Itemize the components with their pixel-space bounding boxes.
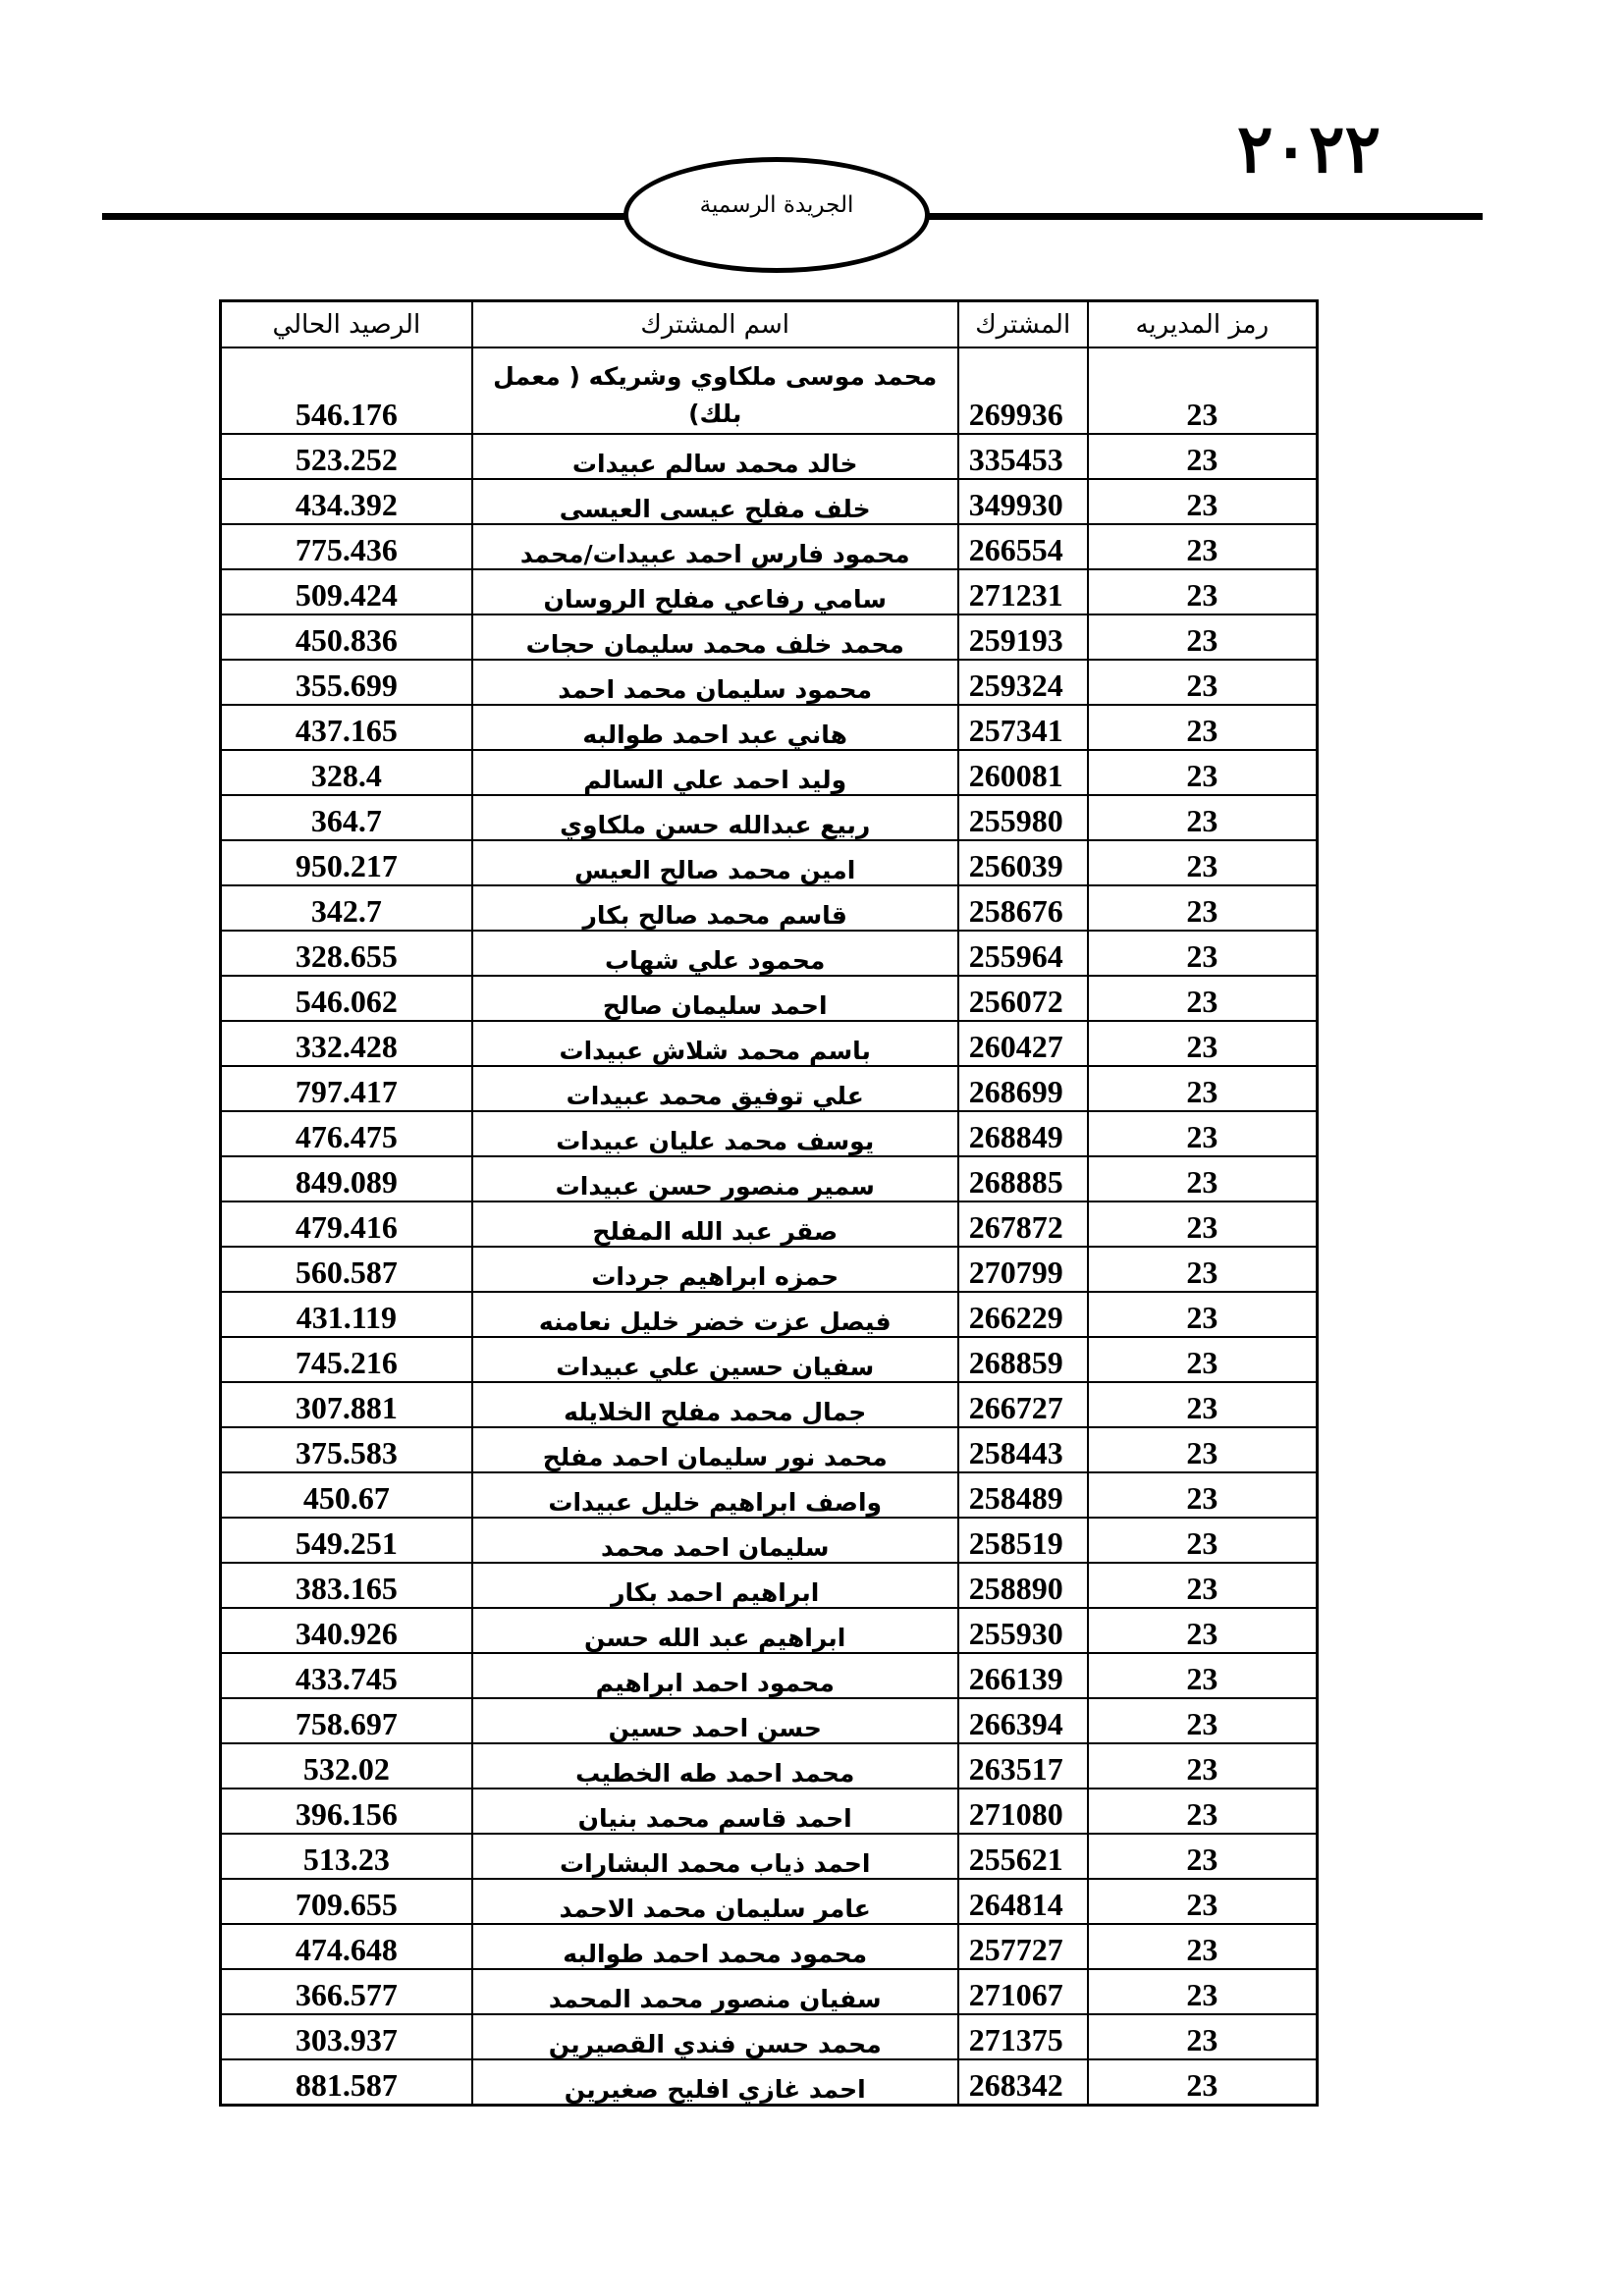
subscriber-number-cell: 258890	[958, 1563, 1088, 1608]
subscriber-number-cell: 264814	[958, 1879, 1088, 1924]
subscriber-number-cell: 255621	[958, 1834, 1088, 1879]
balance-cell: 797.417	[221, 1066, 472, 1111]
directorate-code-cell: 23	[1088, 1608, 1317, 1653]
subscribers-table	[219, 299, 1319, 2107]
directorate-code-cell: 23	[1088, 1563, 1317, 1608]
directorate-code-cell: 23	[1088, 434, 1317, 479]
balance-cell: 355.699	[221, 660, 472, 705]
table-row	[221, 795, 1317, 840]
table-row	[221, 1337, 1317, 1382]
table-row	[221, 1382, 1317, 1427]
table-row	[221, 1924, 1317, 1969]
subscriber-name-cell: محمد حسن فندي القصيرين	[472, 2014, 958, 2059]
directorate-code-cell: 23	[1088, 479, 1317, 524]
directorate-code-cell: 23	[1088, 1698, 1317, 1743]
subscriber-name-cell: خالد محمد سالم عبيدات	[472, 434, 958, 479]
balance-cell: 476.475	[221, 1111, 472, 1156]
directorate-code-cell: 23	[1088, 795, 1317, 840]
table-row	[221, 750, 1317, 795]
table-header-row	[221, 301, 1317, 347]
balance-cell: 431.119	[221, 1292, 472, 1337]
subscriber-name-cell: صقر عبد الله المفلح	[472, 1201, 958, 1247]
subscriber-number-cell: 271375	[958, 2014, 1088, 2059]
directorate-code-cell: 23	[1088, 1201, 1317, 1247]
subscriber-name-cell: احمد ذياب محمد البشارات	[472, 1834, 958, 1879]
directorate-code-cell: 23	[1088, 1879, 1317, 1924]
balance-cell: 709.655	[221, 1879, 472, 1924]
balance-cell: 745.216	[221, 1337, 472, 1382]
table-row	[221, 1834, 1317, 1879]
subscriber-name-cell: سمير منصور حسن عبيدات	[472, 1156, 958, 1201]
subscriber-number-cell: 256039	[958, 840, 1088, 885]
balance-cell: 434.392	[221, 479, 472, 524]
balance-cell: 342.7	[221, 885, 472, 931]
subscriber-name-cell: خلف مفلح عيسى العيسى	[472, 479, 958, 524]
subscriber-number-cell: 260081	[958, 750, 1088, 795]
balance-cell: 450.67	[221, 1472, 472, 1518]
directorate-code-cell: 23	[1088, 1337, 1317, 1382]
table-row	[221, 614, 1317, 660]
directorate-code-cell: 23	[1088, 1969, 1317, 2014]
balance-cell: 364.7	[221, 795, 472, 840]
table-row	[221, 1653, 1317, 1698]
directorate-code-cell: 23	[1088, 1292, 1317, 1337]
table-row	[221, 1608, 1317, 1653]
subscriber-number-cell: 268885	[958, 1156, 1088, 1201]
table-row	[221, 1066, 1317, 1111]
subscriber-number-cell: 266229	[958, 1292, 1088, 1337]
header-current-balance: الرصيد الحالي	[221, 301, 472, 347]
table-row	[221, 1969, 1317, 2014]
directorate-code-cell: 23	[1088, 1472, 1317, 1518]
subscriber-number-cell: 266727	[958, 1382, 1088, 1427]
subscriber-name-cell: محمد نور سليمان احمد مفلح	[472, 1427, 958, 1472]
table-row	[221, 524, 1317, 569]
table-row	[221, 1111, 1317, 1156]
year-label: ٢٠٢٢	[1237, 110, 1381, 188]
subscriber-number-cell: 269936	[958, 347, 1088, 434]
subscriber-number-cell: 268849	[958, 1111, 1088, 1156]
subscriber-number-cell: 255930	[958, 1608, 1088, 1653]
directorate-code-cell: 23	[1088, 569, 1317, 614]
subscriber-name-cell: احمد غازي افليح صغيرين	[472, 2059, 958, 2105]
table-row	[221, 569, 1317, 614]
directorate-code-cell: 23	[1088, 347, 1317, 434]
subscriber-name-cell: ابراهيم عبد الله حسن	[472, 1608, 958, 1653]
balance-cell: 396.156	[221, 1789, 472, 1834]
balance-cell: 437.165	[221, 705, 472, 750]
subscriber-name-cell: ربيع عبدالله حسن ملكاوي	[472, 795, 958, 840]
subscriber-name-cell: سامي رفاعي مفلح الروسان	[472, 569, 958, 614]
table-row	[221, 1427, 1317, 1472]
table-row	[221, 1789, 1317, 1834]
directorate-code-cell: 23	[1088, 1789, 1317, 1834]
balance-cell: 474.648	[221, 1924, 472, 1969]
directorate-code-cell: 23	[1088, 1066, 1317, 1111]
subscriber-name-cell: محمود سليمان محمد احمد	[472, 660, 958, 705]
subscriber-name-cell: باسم محمد شلاش عبيدات	[472, 1021, 958, 1066]
subscriber-name-cell: محمود احمد ابراهيم	[472, 1653, 958, 1698]
subscriber-name-cell: محمود فارس احمد عبيدات/محمد	[472, 524, 958, 569]
subscriber-number-cell: 335453	[958, 434, 1088, 479]
table-row	[221, 1021, 1317, 1066]
subscriber-name-cell: حسن احمد حسين	[472, 1698, 958, 1743]
balance-cell: 450.836	[221, 614, 472, 660]
balance-cell: 303.937	[221, 2014, 472, 2059]
balance-cell: 383.165	[221, 1563, 472, 1608]
balance-cell: 328.655	[221, 931, 472, 976]
balance-cell: 849.089	[221, 1156, 472, 1201]
table-row	[221, 347, 1317, 434]
table-row	[221, 1247, 1317, 1292]
directorate-code-cell: 23	[1088, 1021, 1317, 1066]
publication-oval	[623, 157, 930, 273]
subscriber-number-cell: 255964	[958, 931, 1088, 976]
balance-cell: 433.745	[221, 1653, 472, 1698]
table-row	[221, 1743, 1317, 1789]
subscriber-number-cell: 258443	[958, 1427, 1088, 1472]
subscriber-number-cell: 268342	[958, 2059, 1088, 2105]
directorate-code-cell: 23	[1088, 1834, 1317, 1879]
table-row	[221, 1563, 1317, 1608]
subscriber-name-cell: محمود علي شهاب	[472, 931, 958, 976]
table-body	[221, 347, 1317, 2105]
subscriber-name-cell: سفيان منصور محمد المحمد	[472, 1969, 958, 2014]
subscriber-number-cell: 268859	[958, 1337, 1088, 1382]
table-row	[221, 1201, 1317, 1247]
directorate-code-cell: 23	[1088, 2014, 1317, 2059]
subscriber-number-cell: 267872	[958, 1201, 1088, 1247]
balance-cell: 546.062	[221, 976, 472, 1021]
subscriber-number-cell: 259193	[958, 614, 1088, 660]
subscriber-name-cell: قاسم محمد صالح بكار	[472, 885, 958, 931]
subscriber-number-cell: 256072	[958, 976, 1088, 1021]
balance-cell: 532.02	[221, 1743, 472, 1789]
subscriber-number-cell: 270799	[958, 1247, 1088, 1292]
subscriber-number-cell: 258519	[958, 1518, 1088, 1563]
subscriber-name-cell: جمال محمد مفلح الخلايله	[472, 1382, 958, 1427]
subscriber-number-cell: 268699	[958, 1066, 1088, 1111]
directorate-code-cell: 23	[1088, 524, 1317, 569]
subscriber-name-cell: محمد موسى ملكاوي وشريكه ( معمل بلك)	[472, 347, 958, 434]
table-row	[221, 2059, 1317, 2105]
balance-cell: 775.436	[221, 524, 472, 569]
directorate-code-cell: 23	[1088, 2059, 1317, 2105]
header-directorate-code: رمز المديريه	[1088, 301, 1317, 347]
subscriber-name-cell: علي توفيق محمد عبيدات	[472, 1066, 958, 1111]
subscriber-number-cell: 263517	[958, 1743, 1088, 1789]
table-row	[221, 1518, 1317, 1563]
directorate-code-cell: 23	[1088, 931, 1317, 976]
header-subscriber-name: اسم المشترك	[472, 301, 958, 347]
subscriber-name-cell: سفيان حسين علي عبيدات	[472, 1337, 958, 1382]
balance-cell: 366.577	[221, 1969, 472, 2014]
directorate-code-cell: 23	[1088, 1518, 1317, 1563]
table-row	[221, 1698, 1317, 1743]
table-row	[221, 885, 1317, 931]
directorate-code-cell: 23	[1088, 1924, 1317, 1969]
directorate-code-cell: 23	[1088, 750, 1317, 795]
directorate-code-cell: 23	[1088, 976, 1317, 1021]
directorate-code-cell: 23	[1088, 1427, 1317, 1472]
directorate-code-cell: 23	[1088, 705, 1317, 750]
balance-cell: 479.416	[221, 1201, 472, 1247]
directorate-code-cell: 23	[1088, 1653, 1317, 1698]
directorate-code-cell: 23	[1088, 1382, 1317, 1427]
balance-cell: 513.23	[221, 1834, 472, 1879]
balance-cell: 549.251	[221, 1518, 472, 1563]
balance-cell: 340.926	[221, 1608, 472, 1653]
subscriber-name-cell: واصف ابراهيم خليل عبيدات	[472, 1472, 958, 1518]
subscriber-name-cell: محمد احمد طه الخطيب	[472, 1743, 958, 1789]
directorate-code-cell: 23	[1088, 1247, 1317, 1292]
subscriber-number-cell: 266394	[958, 1698, 1088, 1743]
table-row	[221, 1472, 1317, 1518]
balance-cell: 950.217	[221, 840, 472, 885]
subscriber-name-cell: ابراهيم احمد بكار	[472, 1563, 958, 1608]
directorate-code-cell: 23	[1088, 660, 1317, 705]
subscriber-name-cell: سليمان احمد محمد	[472, 1518, 958, 1563]
subscriber-number-cell: 260427	[958, 1021, 1088, 1066]
subscriber-number-cell: 258676	[958, 885, 1088, 931]
balance-cell: 328.4	[221, 750, 472, 795]
balance-cell: 375.583	[221, 1427, 472, 1472]
subscriber-name-cell: امين محمد صالح العيس	[472, 840, 958, 885]
table-row	[221, 1292, 1317, 1337]
subscriber-name-cell: يوسف محمد عليان عبيدات	[472, 1111, 958, 1156]
subscriber-number-cell: 257727	[958, 1924, 1088, 1969]
directorate-code-cell: 23	[1088, 1111, 1317, 1156]
subscriber-number-cell: 259324	[958, 660, 1088, 705]
table-row	[221, 1156, 1317, 1201]
subscriber-number-cell: 271067	[958, 1969, 1088, 2014]
table-row	[221, 479, 1317, 524]
subscriber-name-cell: عامر سليمان محمد الاحمد	[472, 1879, 958, 1924]
subscriber-number-cell: 271080	[958, 1789, 1088, 1834]
directorate-code-cell: 23	[1088, 885, 1317, 931]
balance-cell: 523.252	[221, 434, 472, 479]
balance-cell: 546.176	[221, 347, 472, 434]
subscriber-number-cell: 349930	[958, 479, 1088, 524]
subscriber-number-cell: 258489	[958, 1472, 1088, 1518]
directorate-code-cell: 23	[1088, 1156, 1317, 1201]
subscriber-number-cell: 266139	[958, 1653, 1088, 1698]
balance-cell: 509.424	[221, 569, 472, 614]
publication-title: الجريدة الرسمية	[699, 192, 854, 218]
balance-cell: 560.587	[221, 1247, 472, 1292]
subscriber-name-cell: هاني عبد احمد طوالبه	[472, 705, 958, 750]
subscriber-name-cell: احمد قاسم محمد بنيان	[472, 1789, 958, 1834]
subscriber-name-cell: محمد خلف محمد سليمان حجات	[472, 614, 958, 660]
balance-cell: 758.697	[221, 1698, 472, 1743]
subscriber-number-cell: 257341	[958, 705, 1088, 750]
table-row	[221, 434, 1317, 479]
table-row	[221, 705, 1317, 750]
balance-cell: 307.881	[221, 1382, 472, 1427]
subscriber-number-cell: 271231	[958, 569, 1088, 614]
table-row	[221, 1879, 1317, 1924]
table-row	[221, 976, 1317, 1021]
subscriber-name-cell: محمود محمد احمد طوالبه	[472, 1924, 958, 1969]
subscriber-name-cell: وليد احمد علي السالم	[472, 750, 958, 795]
subscriber-name-cell: حمزه ابراهيم جردات	[472, 1247, 958, 1292]
table-row	[221, 2014, 1317, 2059]
header-subscriber: المشترك	[958, 301, 1088, 347]
balance-cell: 881.587	[221, 2059, 472, 2105]
table-row	[221, 660, 1317, 705]
subscriber-name-cell: فيصل عزت خضر خليل نعامنه	[472, 1292, 958, 1337]
directorate-code-cell: 23	[1088, 1743, 1317, 1789]
directorate-code-cell: 23	[1088, 840, 1317, 885]
table-row	[221, 840, 1317, 885]
balance-cell: 332.428	[221, 1021, 472, 1066]
subscriber-number-cell: 255980	[958, 795, 1088, 840]
directorate-code-cell: 23	[1088, 614, 1317, 660]
table-row	[221, 931, 1317, 976]
subscriber-number-cell: 266554	[958, 524, 1088, 569]
subscriber-name-cell: احمد سليمان صالح	[472, 976, 958, 1021]
